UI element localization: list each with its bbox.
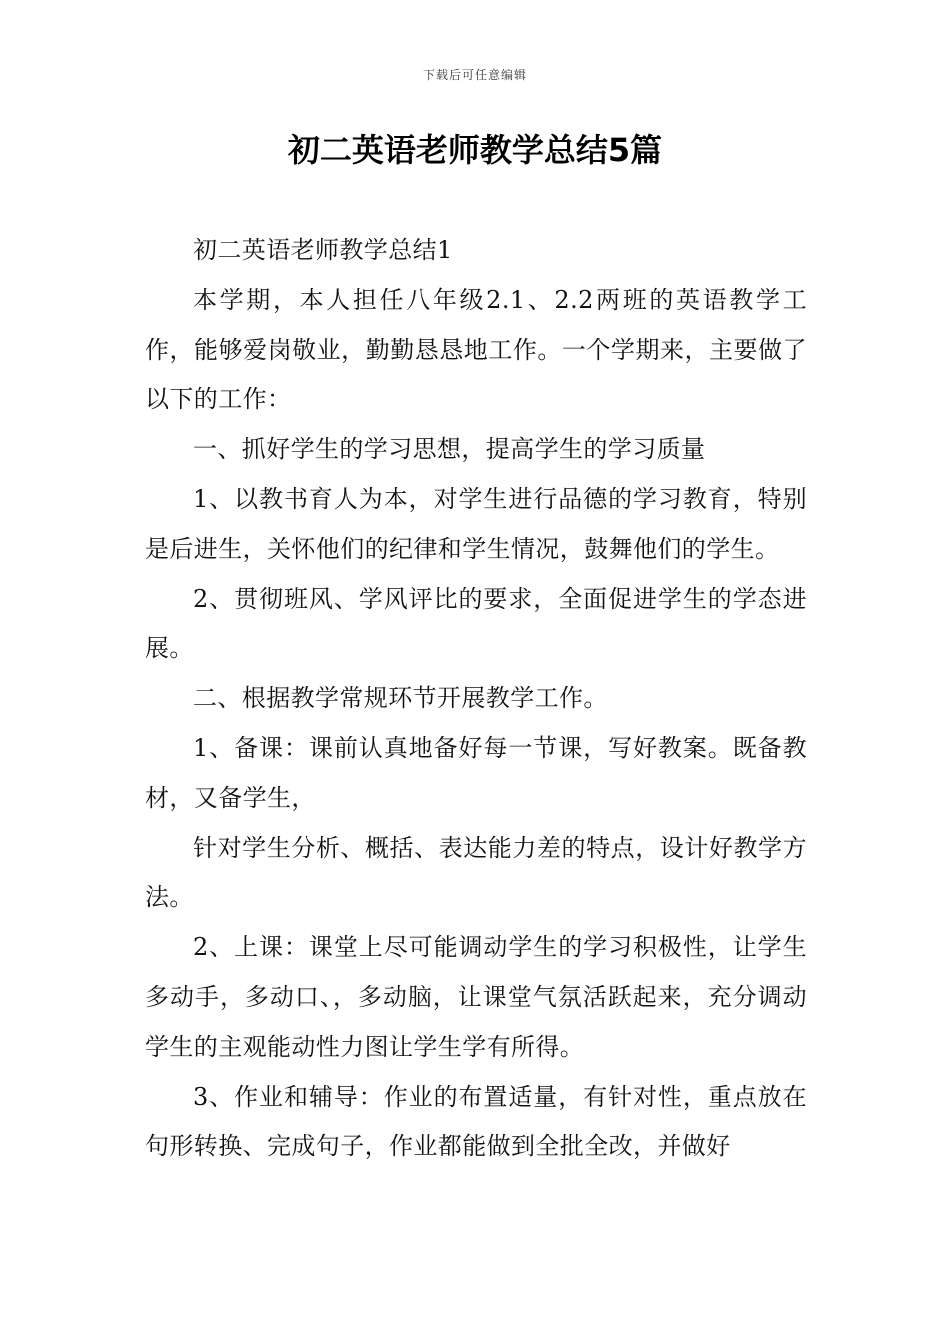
intro-paragraph: 本学期，本人担任八年级2.1、2.2两班的英语教学工作，能够爱岗敬业，勤勤恳恳地工作。一个学期来，主要做了以下的工作： bbox=[145, 285, 807, 414]
paragraph-item-1: 1、以教书育人为本，对学生进行品德的学习教育，特别是后进生，关怀他们的纪律和学生情况，鼓舞他们的学生。 bbox=[145, 484, 807, 563]
paragraph-homework: 3、作业和辅导：作业的布置适量，有针对性，重点放在句形转换、完成句子，作业都能做到全批全改，并做好 bbox=[145, 1082, 807, 1161]
paragraph-class: 2、上课：课堂上尽可能调动学生的学习积极性，让学生多动手，多动口、，多动脑，让课堂气氛活跃起来，充分调动学生的主观能动性力图让学生学有所得。 bbox=[145, 933, 807, 1061]
part-one-heading: 一、抓好学生的学习思想，提高学生的学习质量 bbox=[193, 435, 706, 464]
paragraph-lesson-prep: 1、备课：课前认真地备好每一节课，写好教案。既备教材，又备学生， bbox=[145, 733, 807, 812]
section-heading-1: 初二英语老师教学总结1 bbox=[193, 236, 453, 264]
paragraph-item-2: 2、贯彻班风、学风评比的要求，全面促进学生的学态进展。 bbox=[145, 584, 807, 663]
paragraph-teaching-method: 针对学生分析、概括、表达能力差的特点，设计好教学方法。 bbox=[145, 833, 807, 912]
document-body bbox=[145, 226, 807, 1172]
document-title: 初二英语老师教学总结5篇 bbox=[287, 131, 663, 169]
header-note: 下载后可任意编辑 bbox=[422, 68, 527, 82]
part-two-heading: 二、根据教学常规环节开展教学工作。 bbox=[193, 684, 608, 713]
